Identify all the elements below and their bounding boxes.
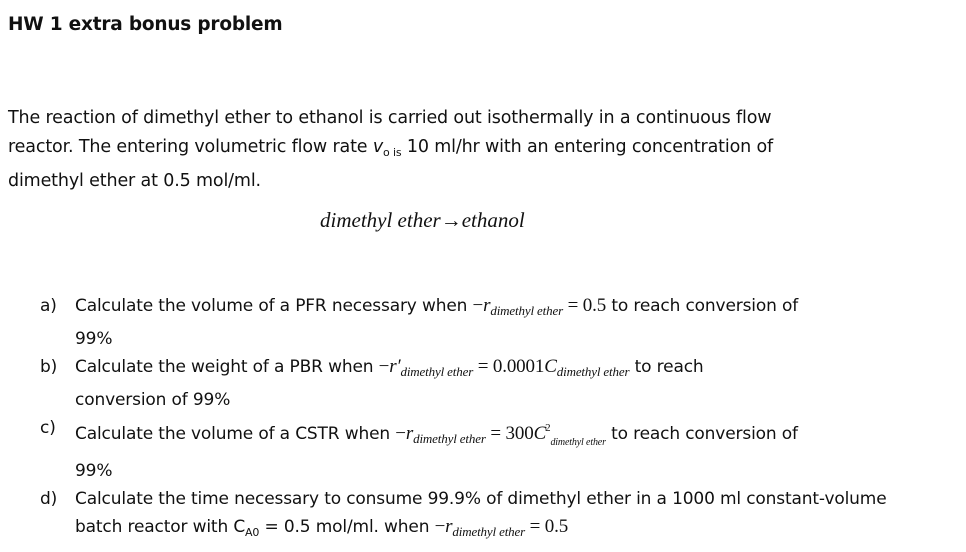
rate-symbol: r xyxy=(445,516,453,537)
intro-line-2-start: reactor. The entering volumetric flow rate xyxy=(8,137,373,157)
concentration-exponent: 2 xyxy=(545,422,551,434)
question-a-rate xyxy=(473,295,607,316)
rate-symbol: r xyxy=(405,423,414,444)
minus-sign: − xyxy=(472,295,484,316)
intro-line-2-end: 10 ml/hr with an entering concentration of xyxy=(401,137,774,157)
rate-value: = 0.5 xyxy=(563,295,607,316)
question-b-wrap: conversion of 99% xyxy=(75,390,231,410)
reaction-equation: dimethyl ether→ethanol xyxy=(320,208,525,232)
question-a-text-after: to reach conversion of xyxy=(606,296,799,316)
question-b xyxy=(40,353,950,414)
initial-concentration-subscript: A0 xyxy=(245,526,260,539)
question-d-rate xyxy=(435,516,569,537)
question-c-marker: c) xyxy=(40,418,56,438)
minus-sign: − xyxy=(395,423,406,444)
question-a xyxy=(40,292,950,353)
concentration-subscript: dimethyl ether xyxy=(550,437,606,448)
question-d-marker: d) xyxy=(40,489,58,509)
rate-symbol: r′ xyxy=(389,356,401,377)
intro-line-3: dimethyl ether at 0.5 mol/ml. xyxy=(8,171,261,191)
problem-intro xyxy=(8,104,948,196)
intro-line-2 xyxy=(8,133,948,167)
question-b-marker: b) xyxy=(40,357,58,377)
question-b-text-after: to reach xyxy=(629,357,704,377)
question-c-wrap: 99% xyxy=(75,461,113,481)
question-a-marker: a) xyxy=(40,296,57,316)
question-c-text: Calculate the volume of a CSTR when xyxy=(75,424,396,444)
rate-value: = 300 xyxy=(485,423,534,444)
question-d xyxy=(40,485,950,547)
flow-rate-symbol: v xyxy=(372,137,384,157)
question-c-rate xyxy=(395,422,606,448)
page-title: HW 1 extra bonus problem xyxy=(8,14,283,35)
question-list xyxy=(40,292,950,547)
question-c-text-after: to reach conversion of xyxy=(605,424,798,444)
concentration-symbol: C xyxy=(544,356,557,377)
minus-sign: − xyxy=(378,356,390,377)
rate-subscript: dimethyl ether xyxy=(400,364,474,379)
minus-sign: − xyxy=(434,516,446,537)
question-b-rate xyxy=(379,356,630,377)
concentration-subscript: dimethyl ether xyxy=(556,364,630,379)
rate-subscript: dimethyl ether xyxy=(413,431,486,446)
flow-rate-subscript: o is xyxy=(383,146,402,159)
question-d-text-mid: = 0.5 mol/ml. when xyxy=(259,517,435,537)
question-a-wrap: 99% xyxy=(75,329,113,349)
rate-subscript: dimethyl ether xyxy=(490,303,563,318)
concentration-symbol: C xyxy=(533,423,547,444)
rate-symbol: r xyxy=(483,295,491,316)
question-a-text: Calculate the volume of a PFR necessary when xyxy=(75,296,473,316)
rate-value: = 0.0001 xyxy=(473,356,545,377)
question-c xyxy=(40,414,950,485)
rate-subscript: dimethyl ether xyxy=(452,524,526,539)
question-d-text: Calculate the time necessary to consume 99.9% of dimethyl ether in a 1000 ml constant-volume xyxy=(75,489,887,509)
intro-line-1: The reaction of dimethyl ether to ethanol is carried out isothermally in a continuous flow xyxy=(8,108,772,128)
question-b-text: Calculate the weight of a PBR when xyxy=(75,357,379,377)
question-d-text-2: batch reactor with C xyxy=(75,517,246,537)
rate-value: = 0.5 xyxy=(525,516,569,537)
